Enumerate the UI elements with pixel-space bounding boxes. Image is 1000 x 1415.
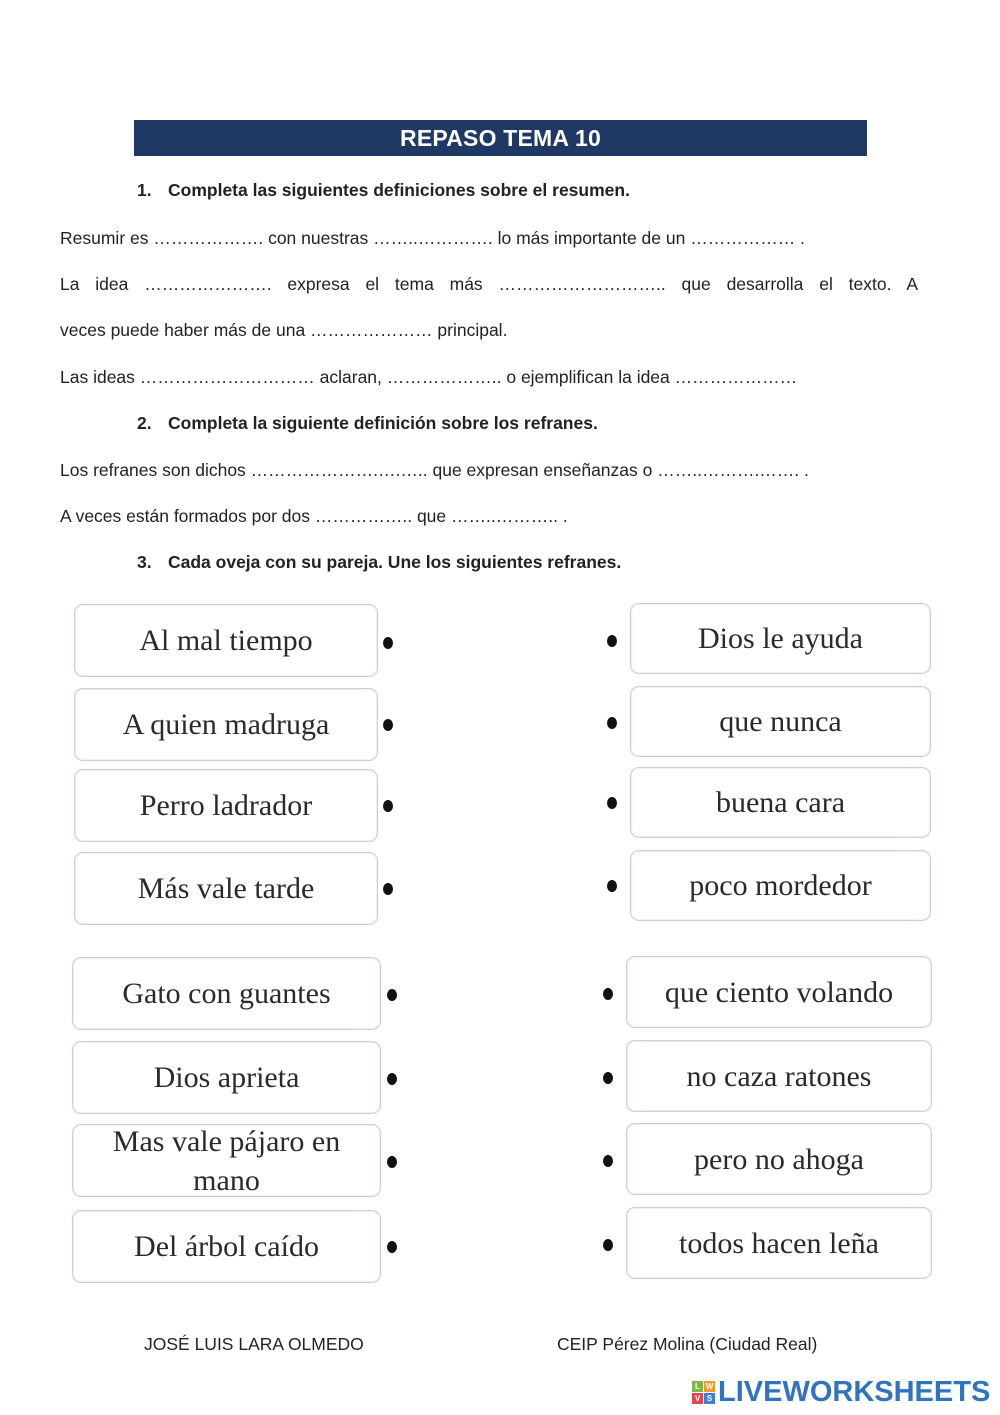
- footer-school: CEIP Pérez Molina (Ciudad Real): [557, 1334, 818, 1354]
- right-card-8: todos hacen leña: [626, 1207, 932, 1279]
- section-1-number: 1.: [137, 180, 152, 200]
- right-connector-dot-7[interactable]: [603, 1155, 613, 1167]
- right-card-7: pero no ahoga: [626, 1123, 932, 1195]
- section-2-line-2: A veces están formados por dos …………….. que ……..……….. .: [60, 506, 568, 526]
- logo-mark-letter-2: W: [705, 1382, 714, 1391]
- left-connector-dot-7[interactable]: [387, 1156, 397, 1168]
- section-1-heading: [137, 180, 630, 201]
- worksheet-title: REPASO TEMA 10: [134, 120, 867, 156]
- left-connector-dot-4[interactable]: [383, 883, 393, 895]
- section-2-heading-text: Completa la siguiente definición sobre los refranes.: [168, 413, 598, 433]
- right-card-6: no caza ratones: [626, 1040, 932, 1112]
- liveworksheets-logo-text: LIVEWORKSHEETS: [718, 1375, 991, 1408]
- right-card-1: Dios le ayuda: [630, 603, 931, 674]
- left-connector-dot-5[interactable]: [387, 989, 397, 1001]
- left-card-5: Gato con guantes: [72, 957, 381, 1030]
- logo-mark-letter-3: V: [692, 1393, 703, 1404]
- footer-author: JOSÉ LUIS LARA OLMEDO: [144, 1334, 364, 1354]
- section-3-number: 3.: [137, 552, 152, 572]
- section-1-line-1: Resumir es ………………. con nuestras ……..…………. lo más importante de un ……………… .: [60, 228, 805, 248]
- left-connector-dot-3[interactable]: [383, 800, 393, 812]
- right-card-2: que nunca: [630, 686, 931, 757]
- left-connector-dot-1[interactable]: [383, 637, 393, 649]
- right-card-5: que ciento volando: [626, 956, 932, 1028]
- left-card-2: A quien madruga: [74, 688, 378, 761]
- section-1-line-3: veces puede haber más de una ………………… principal.: [60, 320, 508, 340]
- left-card-6: Dios aprieta: [72, 1041, 381, 1114]
- section-1-heading-text: Completa las siguientes definiciones sobre el resumen.: [168, 180, 630, 200]
- right-connector-dot-8[interactable]: [603, 1239, 613, 1251]
- right-card-3: buena cara: [630, 767, 931, 838]
- left-card-3: Perro ladrador: [74, 769, 378, 842]
- right-connector-dot-2[interactable]: [607, 717, 617, 729]
- left-connector-dot-2[interactable]: [383, 719, 393, 731]
- left-connector-dot-8[interactable]: [387, 1241, 397, 1253]
- left-card-1: Al mal tiempo: [74, 604, 378, 677]
- liveworksheets-logo[interactable]: [692, 1376, 990, 1408]
- section-3-heading: [137, 552, 621, 573]
- logo-mark-letter-1: L: [692, 1381, 703, 1392]
- logo-mark-letter-4: S: [704, 1393, 715, 1404]
- left-connector-dot-6[interactable]: [387, 1073, 397, 1085]
- section-2-line-1: Los refranes son dichos ………………….….….. que expresan enseñanzas o ……..……….……. .: [60, 460, 809, 480]
- right-connector-dot-3[interactable]: [607, 797, 617, 809]
- section-3-heading-text: Cada oveja con su pareja. Une los siguientes refranes.: [168, 552, 622, 572]
- left-card-7: Mas vale pájaro en mano: [72, 1124, 381, 1197]
- right-connector-dot-1[interactable]: [607, 635, 617, 647]
- liveworksheets-logo-icon: [692, 1380, 716, 1404]
- right-connector-dot-5[interactable]: [603, 988, 613, 1000]
- section-1-line-4: Las ideas ………………………… aclaran, ……………….. o ejemplifican la idea …………………: [60, 367, 798, 387]
- section-2-heading: [137, 413, 598, 434]
- right-connector-dot-4[interactable]: [607, 880, 617, 892]
- right-card-4: poco mordedor: [630, 850, 931, 921]
- section-2-number: 2.: [137, 413, 152, 433]
- right-connector-dot-6[interactable]: [603, 1072, 613, 1084]
- section-1-line-2: La idea …………………. expresa el tema más ……………………….. que desarrolla el texto. A: [60, 274, 918, 294]
- left-card-8: Del árbol caído: [72, 1210, 381, 1283]
- left-card-4: Más vale tarde: [74, 852, 378, 925]
